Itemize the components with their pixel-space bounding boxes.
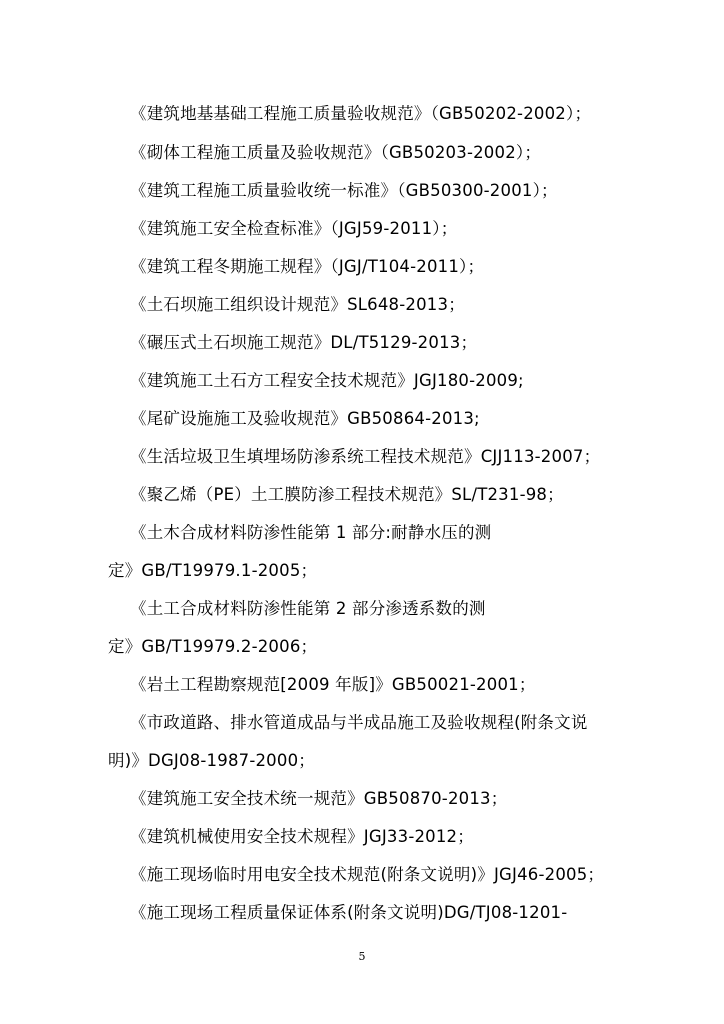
standard-line: 《施工现场工程质量保证体系(附条文说明)DG/TJ08-1201- <box>130 903 568 922</box>
standard-line: 《市政道路、排水管道成品与半成品施工及验收规程(附条文说 <box>130 713 588 732</box>
standard-line-continuation: 定》GB/T19979.1-2005； <box>108 561 318 580</box>
standard-line: 《砌体工程施工质量及验收规范》（GB50203-2002）； <box>130 143 542 162</box>
standard-line: 《土工合成材料防渗性能第 2 部分渗透系数的测 <box>130 599 486 618</box>
standard-line: 《生活垃圾卫生填埋场防渗系统工程技术规范》CJJ113-2007； <box>130 447 601 466</box>
standard-line: 《建筑机械使用安全技术规程》JGJ33-2012； <box>130 827 474 846</box>
standard-line: 《施工现场临时用电安全技术规范(附条文说明)》JGJ46-2005； <box>130 865 605 884</box>
standard-line: 《土木合成材料防渗性能第 1 部分:耐静水压的测 <box>130 523 492 542</box>
standard-line: 《建筑施工土石方工程安全技术规范》JGJ180-2009; <box>130 371 524 390</box>
standard-line: 《土石坝施工组织设计规范》SL648-2013； <box>130 295 465 314</box>
standard-line-continuation: 明)》DGJ08-1987-2000； <box>108 751 315 770</box>
standard-line: 《岩土工程勘察规范[2009 年版]》GB50021-2001； <box>130 675 536 694</box>
standard-line: 《建筑施工安全技术统一规范》GB50870-2013； <box>130 789 508 808</box>
standard-line: 《建筑施工安全检查标准》（JGJ59-2011）； <box>130 219 458 238</box>
page-number: 5 <box>358 950 366 963</box>
standard-line: 《聚乙烯（PE）土工膜防渗工程技术规范》SL/T231-98； <box>130 485 564 504</box>
standard-line: 《尾矿设施施工及验收规范》GB50864-2013; <box>130 409 480 428</box>
standard-line-continuation: 定》GB/T19979.2-2006； <box>108 637 318 656</box>
standard-line: 《碾压式土石坝施工规范》DL/T5129-2013； <box>130 333 478 352</box>
standard-line: 《建筑工程施工质量验收统一标准》（GB50300-2001）； <box>130 181 558 200</box>
standard-line: 《建筑地基基础工程施工质量验收规范》（GB50202-2002）； <box>130 104 592 123</box>
standard-line: 《建筑工程冬期施工规程》（JGJ/T104-2011）； <box>130 257 485 276</box>
